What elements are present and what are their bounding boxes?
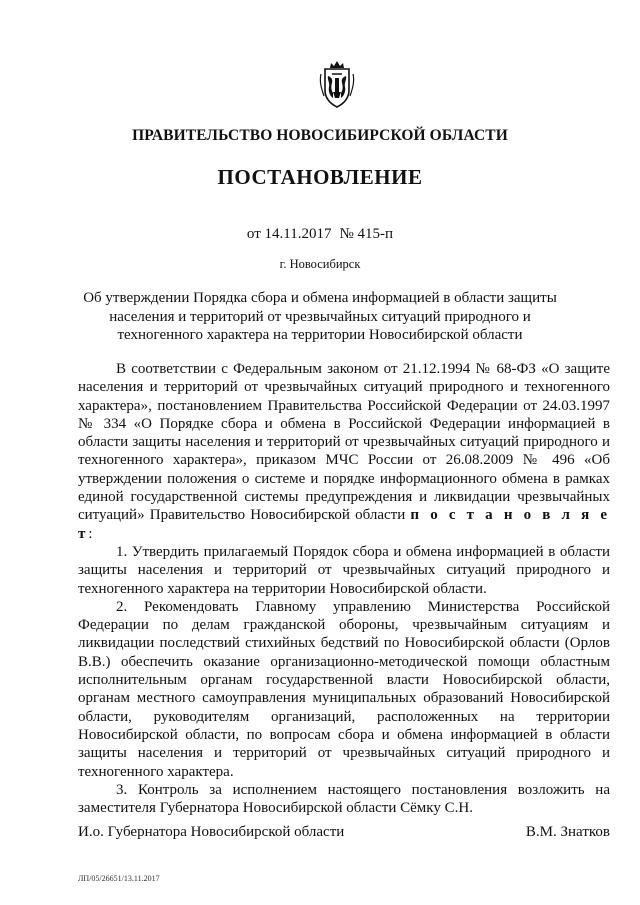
document-number: № 415-п [339, 226, 394, 242]
item-3-paragraph: 3. Контроль за исполнением настоящего постановления возложить на заместителя Губернатора Новосибирской области Сёмку С.Н. [78, 781, 610, 817]
organization-title: ПРАВИТЕЛЬСТВО НОВОСИБИРСКОЙ ОБЛАСТИ [132, 127, 508, 144]
signatory-position: И.о. Губернатора Новосибирской области [78, 824, 345, 840]
preamble-paragraph: В соответствии с Федеральным законом от 21.12.1994 № 68-ФЗ «О защите населения и территорий от чрезвычайных ситуаций природного и техногенного характера», постановлением Правительства Российской Федерации от 24.03.1997 № 334 «О Порядке сбора и обмена в Российской Федерации информацией в области защиты населения и территорий от чрезвычайных ситуаций природного и техногенного характера», приказом МЧС России от 26.08.2009 № 496 «Об утверждении положения о системе и порядке информационного обмена в рамках единой государственной системы предупреждения и ликвидации чрезвычайных ситуаций» Правительство Новосибирской области п о с т а н о в л я е т: [78, 361, 610, 542]
document-type-title: ПОСТАНОВЛЕНИЕ [217, 165, 423, 189]
footer-code: ЛП/05/26651/13.11.2017 [78, 874, 160, 883]
document-date: от 14.11.2017 [246, 226, 332, 242]
item-2-paragraph: 2. Рекомендовать Главному управлению Министерства Российской Федерации по делам гражданской обороны, чрезвычайным ситуациям и ликвидации последствий стихийных бедствий по Новосибирской области (Орлов В.В.) обеспечить оказание организационно-методической помощи областным исполнительным органам государственной власти Новосибирской области, органам местного самоуправления муниципальных образований Новосибирской области, руководителям организаций, расположенных на территории Новосибирской области, по вопросам сбора и обмена информацией в области защиты населения и территорий от чрезвычайных ситуаций природного и техногенного характера. [78, 598, 610, 780]
document-body [78, 360, 610, 817]
document-subject: Об утверждении Порядка сбора и обмена информацией в области защиты населения и территорий от чрезвычайных ситуаций природного и техногенного характера на территории Новосибирской области [83, 290, 557, 343]
city-label: г. Новосибирск [279, 257, 361, 271]
date-number-line [0, 226, 640, 243]
item-1-paragraph: 1. Утвердить прилагаемый Порядок сбора и обмена информацией в области защиты населения и территорий от чрезвычайных ситуаций природного и техногенного характера на территории Новосибирской области. [78, 543, 610, 597]
decree-word: п о с т а н о в л я е т [78, 507, 610, 542]
signature-block [78, 824, 610, 841]
coat-of-arms-icon [316, 60, 358, 110]
signatory-name: В.М. Знатков [525, 824, 610, 840]
preamble-text: В соответствии с Федеральным законом от 21.12.1994 № 68-ФЗ «О защите населения и территорий от чрезвычайных ситуаций природного и техногенного характера», постановлением Правительства Российской Федерации от 24.03.1997 № 334 «О Порядке сбора и обмена в Российской Федерации информацией в области защиты населения и территорий от чрезвычайных ситуаций природного и техногенного характера», приказом МЧС России от 26.08.2009 № 496 «Об утверждении положения о системе и порядке информационного обмена в рамках единой государственной системы предупреждения и ликвидации чрезвычайных ситуаций» Правительство Новосибирской области [78, 361, 610, 524]
